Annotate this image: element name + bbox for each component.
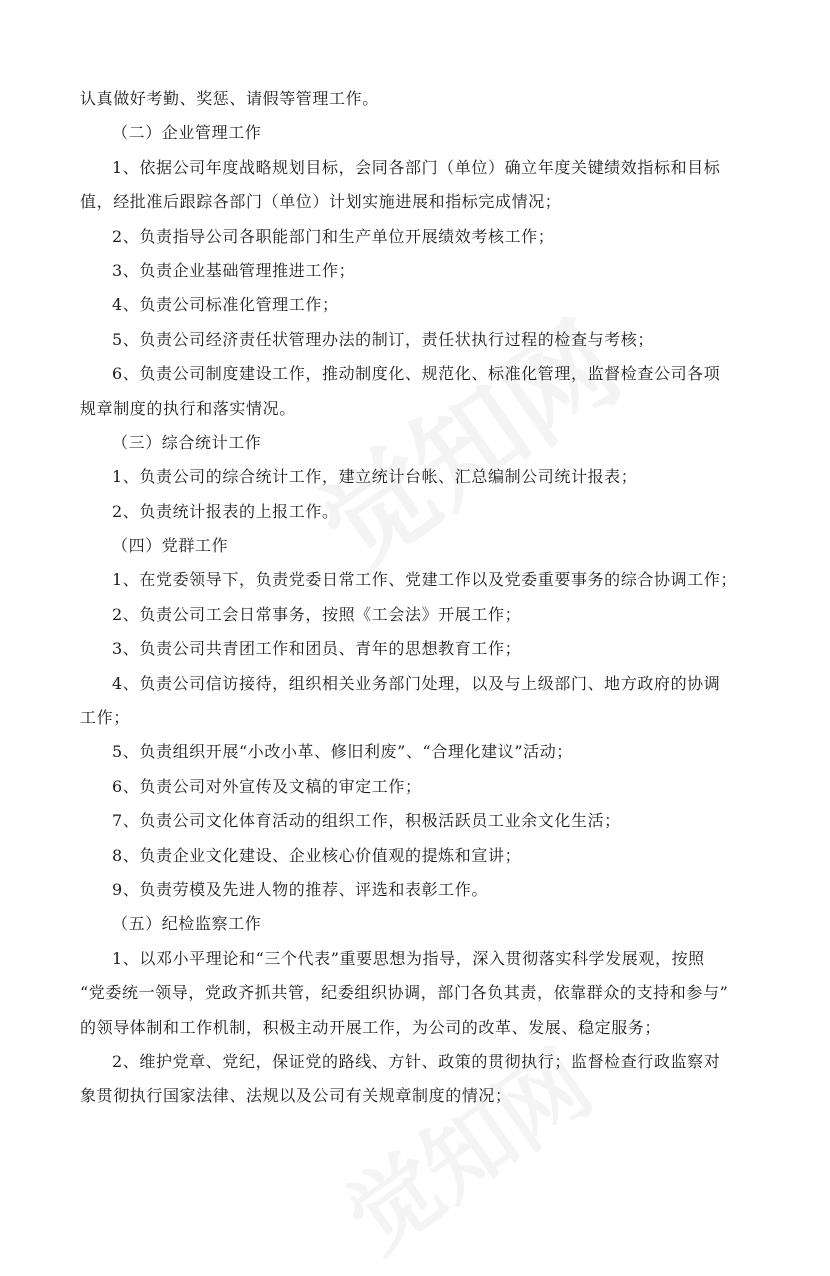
- text-line: 规章制度的执行和落实情况。: [80, 398, 296, 418]
- text-line: 1、在党委领导下，负责党委日常工作、党建工作以及党委重要事务的综合协调工作；: [112, 570, 737, 590]
- text-line: （二）企业管理工作: [112, 123, 262, 143]
- document-body: [80, 82, 750, 1114]
- text-line: 1、依据公司年度战略规划目标，会同各部门（单位）确立年度关键绩效指标和目标: [112, 157, 721, 177]
- text-line: 1、以邓小平理论和“三个代表”重要思想为指导，深入贯彻落实科学发展观，按照: [112, 948, 705, 968]
- text-line: 2、维护党章、党纪，保证党的路线、方针、政策的贯彻执行；监督检查行政监察对: [112, 1051, 721, 1071]
- text-line: （四）党群工作: [112, 536, 229, 556]
- text-line: “党委统一领导，党政齐抓共管，纪委组织协调，部门各负其责，依靠群众的支持和参与”: [80, 983, 729, 1003]
- text-line: 3、负责企业基础管理推进工作；: [112, 260, 356, 280]
- text-line: 4、负责公司标准化管理工作；: [112, 295, 339, 315]
- text-line: 5、负责组织开展“小改小革、修旧利废”、“合理化建议”活动；: [112, 742, 573, 762]
- text-line: 6、负责公司对外宣传及文稿的审定工作；: [112, 776, 422, 796]
- text-line: 2、负责统计报表的上报工作。: [112, 501, 339, 521]
- text-line: 的领导体制和工作机制，积极主动开展工作，为公司的改革、发展、稳定服务；: [80, 1017, 662, 1037]
- text-line: 2、负责公司工会日常事务，按照《工会法》开展工作；: [112, 604, 522, 624]
- text-line: 值，经批准后跟踪各部门（单位）计划实施进展和指标完成情况；: [80, 192, 562, 212]
- text-line: 2、负责指导公司各职能部门和生产单位开展绩效考核工作；: [112, 226, 555, 246]
- text-line: 9、负责劳模及先进人物的推荐、评选和表彰工作。: [112, 879, 488, 899]
- text-line: 认真做好考勤、奖惩、请假等管理工作。: [80, 89, 379, 108]
- text-line: 3、负责公司共青团工作和团员、青年的思想教育工作；: [112, 639, 522, 659]
- text-line: 5、负责公司经济责任状管理办法的制订，责任状执行过程的检查与考核；: [112, 329, 654, 349]
- text-line: （五）纪检监察工作: [112, 914, 262, 934]
- text-line: 6、负责公司制度建设工作，推动制度化、规范化、标准化管理，监督检查公司各项: [112, 364, 721, 384]
- text-line: 1、负责公司的综合统计工作，建立统计台帐、汇总编制公司统计报表；: [112, 467, 638, 487]
- text-line: 8、负责企业文化建设、企业核心价值观的提炼和宣讲；: [112, 845, 522, 865]
- text-line: 7、负责公司文化体育活动的组织工作，积极活跃员工业余文化生活；: [112, 811, 621, 831]
- text-line: 象贯彻执行国家法律、法规以及公司有关规章制度的情况；: [80, 1086, 512, 1106]
- text-line: 工作；: [80, 708, 130, 728]
- text-line: 4、负责公司信访接待，组织相关业务部门处理，以及与上级部门、地方政府的协调: [112, 673, 721, 693]
- text-line: （三）综合统计工作: [112, 432, 262, 452]
